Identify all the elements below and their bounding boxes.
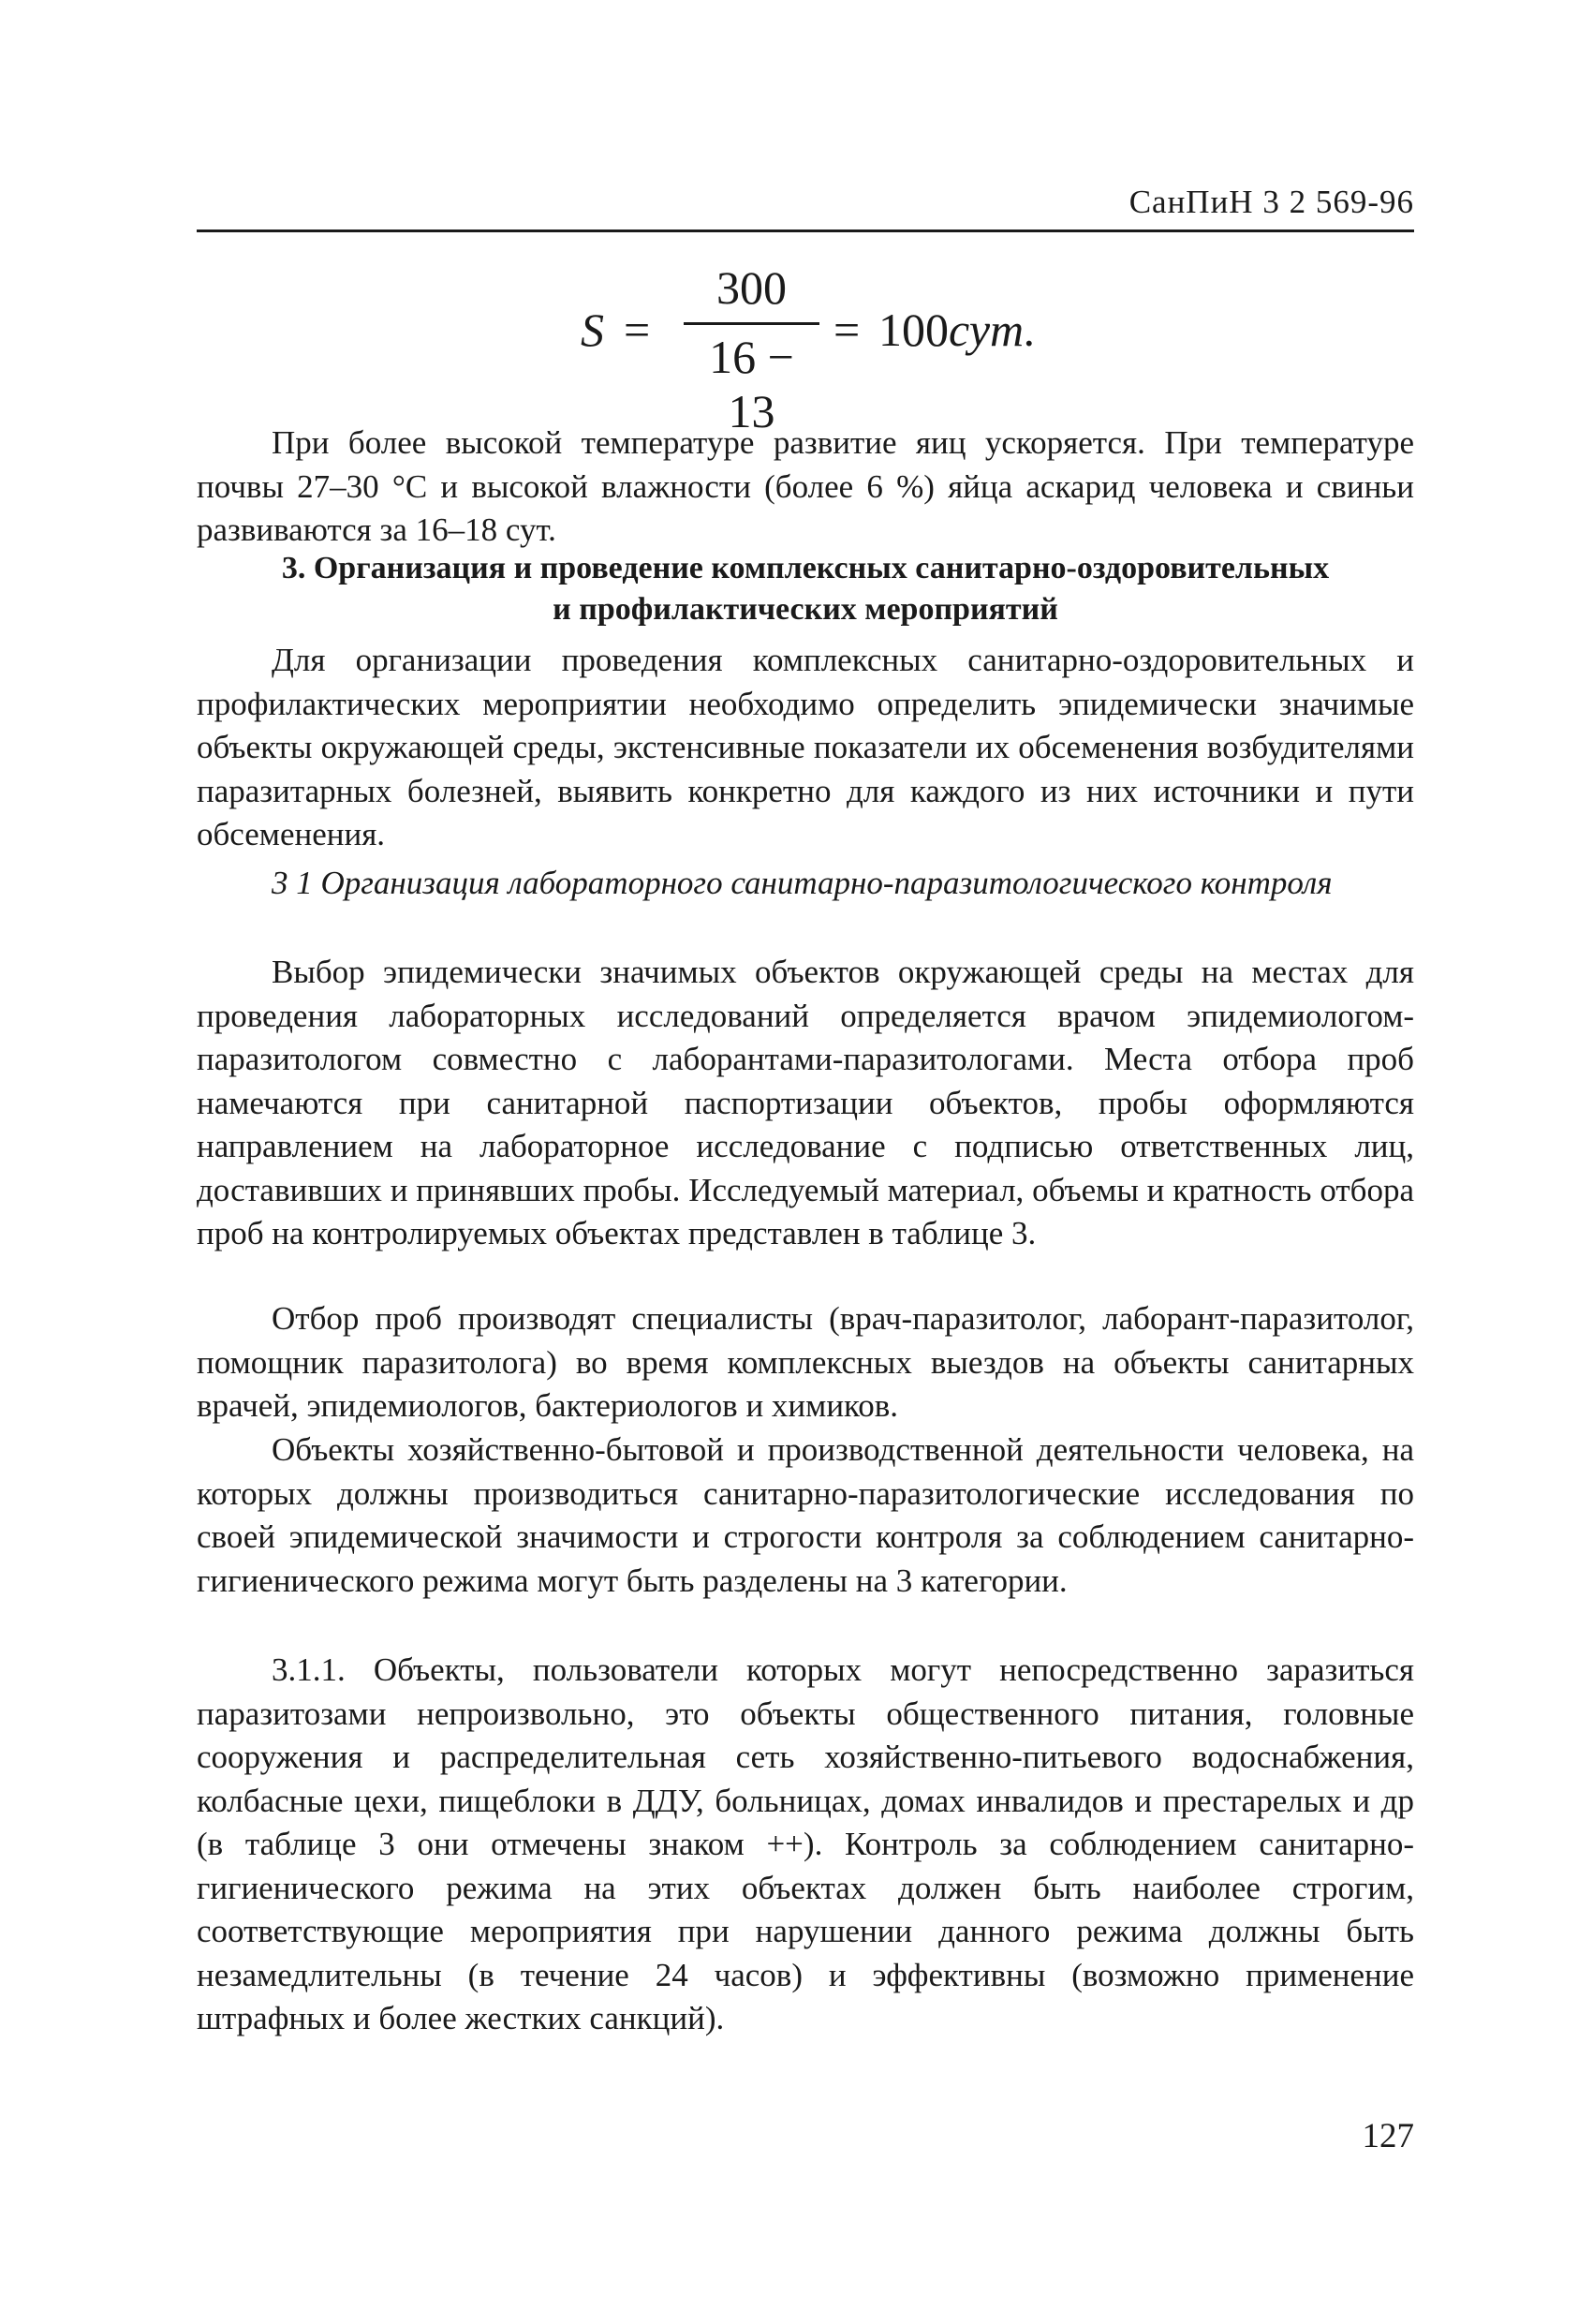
- formula-equals-2: =: [833, 303, 861, 356]
- header-rule: [197, 229, 1414, 232]
- formula-result: [878, 303, 1036, 357]
- subsection-heading-3-1: 3 1 Организация лабораторного санитарно-паразитологического контроля: [272, 865, 1333, 901]
- formula-result-value: 100: [878, 303, 949, 356]
- formula-result-unit: сут.: [949, 303, 1037, 356]
- running-header: СанПиН 3 2 569-96: [1128, 184, 1414, 220]
- paragraph-sampling: Отбор проб производят специалисты (врач-паразитолог, лаборант-паразитолог, помощник паразитолога) во время комплексных выездов на объекты санитарных врачей, эпидемиологов, бактериологов и химиков.: [197, 1300, 1414, 1424]
- paragraph-intro: При более высокой температуре развитие яиц ускоряется. При температуре почвы 27–30 °С и высокой влажности (более 6 %) яйца аскарид человека и свиньи развиваются за 16–18 сут.: [197, 424, 1414, 548]
- section-heading-line-1: 3. Организация и проведение комплексных санитарно-оздоровительных: [281, 551, 1330, 585]
- page-number: 127: [1362, 2117, 1414, 2155]
- paragraph-objects: Объекты хозяйственно-бытовой и производственной деятельности человека, на которых должны производиться санитарно-паразитологические исследования по своей эпидемической значимости и строгости контроля за соблюдением санитарно-гигиенического режима могут быть разделены на 3 категории.: [197, 1431, 1414, 1599]
- formula-lhs: S: [581, 303, 604, 356]
- formula-fraction-bar: [684, 322, 819, 325]
- section-heading-3: [197, 548, 1414, 630]
- paragraph-choice: Выбор эпидемически значимых объектов окружающей среды на местах для проведения лабораторных исследований определяется врачом эпидемиологом-паразитологом совместно с лаборантами-паразитологами. Места отбора проб намечаются при санитарной паспортизации объектов, пробы оформляются направлением на лабораторное исследование с подписью ответственных лиц, доставивших и принявших пробы. Исследуемый материал, объемы и кратность отбора проб на контролируемых объектах представлен в таблице 3.: [197, 954, 1414, 1251]
- formula-denominator: 16 − 13: [709, 331, 794, 437]
- section-heading-line-2: и профилактических мероприятий: [553, 592, 1058, 627]
- paragraph-section3: Для организации проведения комплексных санитарно-оздоровительных и профилактических мероприятии необходимо определить эпидемически значимые объекты окружающей среды, экстенсивные показатели их обсеменения возбудителями паразитарных болезней, выявить конкретно для каждого из них источники и пути обсеменения.: [197, 642, 1414, 852]
- document-page: [197, 0, 1414, 2324]
- paragraph-item-3-1-1: 3.1.1. Объекты, пользователи которых могут непосредственно заразиться паразитозами непроизвольно, это объекты общественного питания, головные сооружения и распределительная сеть хозяйственно-питьевого водоснабжения, колбасные цехи, пищеблоки в ДДУ, больницах, домах инвалидов и престарелых и др (в таблице 3 они отмечены знаком ++). Контроль за соблюдением санитарно-гигиенического режима на этих объектах должен быть наиболее строгим, соответствующие мероприятия при нарушении данного режима должны быть незамедлительны (в течение 24 часов) и эффективны (возможно применение штрафных и более жестких санкций).: [197, 1651, 1414, 2036]
- formula-numerator: 300: [716, 261, 787, 314]
- formula-equals-1: =: [624, 303, 651, 356]
- formula: [581, 260, 1105, 437]
